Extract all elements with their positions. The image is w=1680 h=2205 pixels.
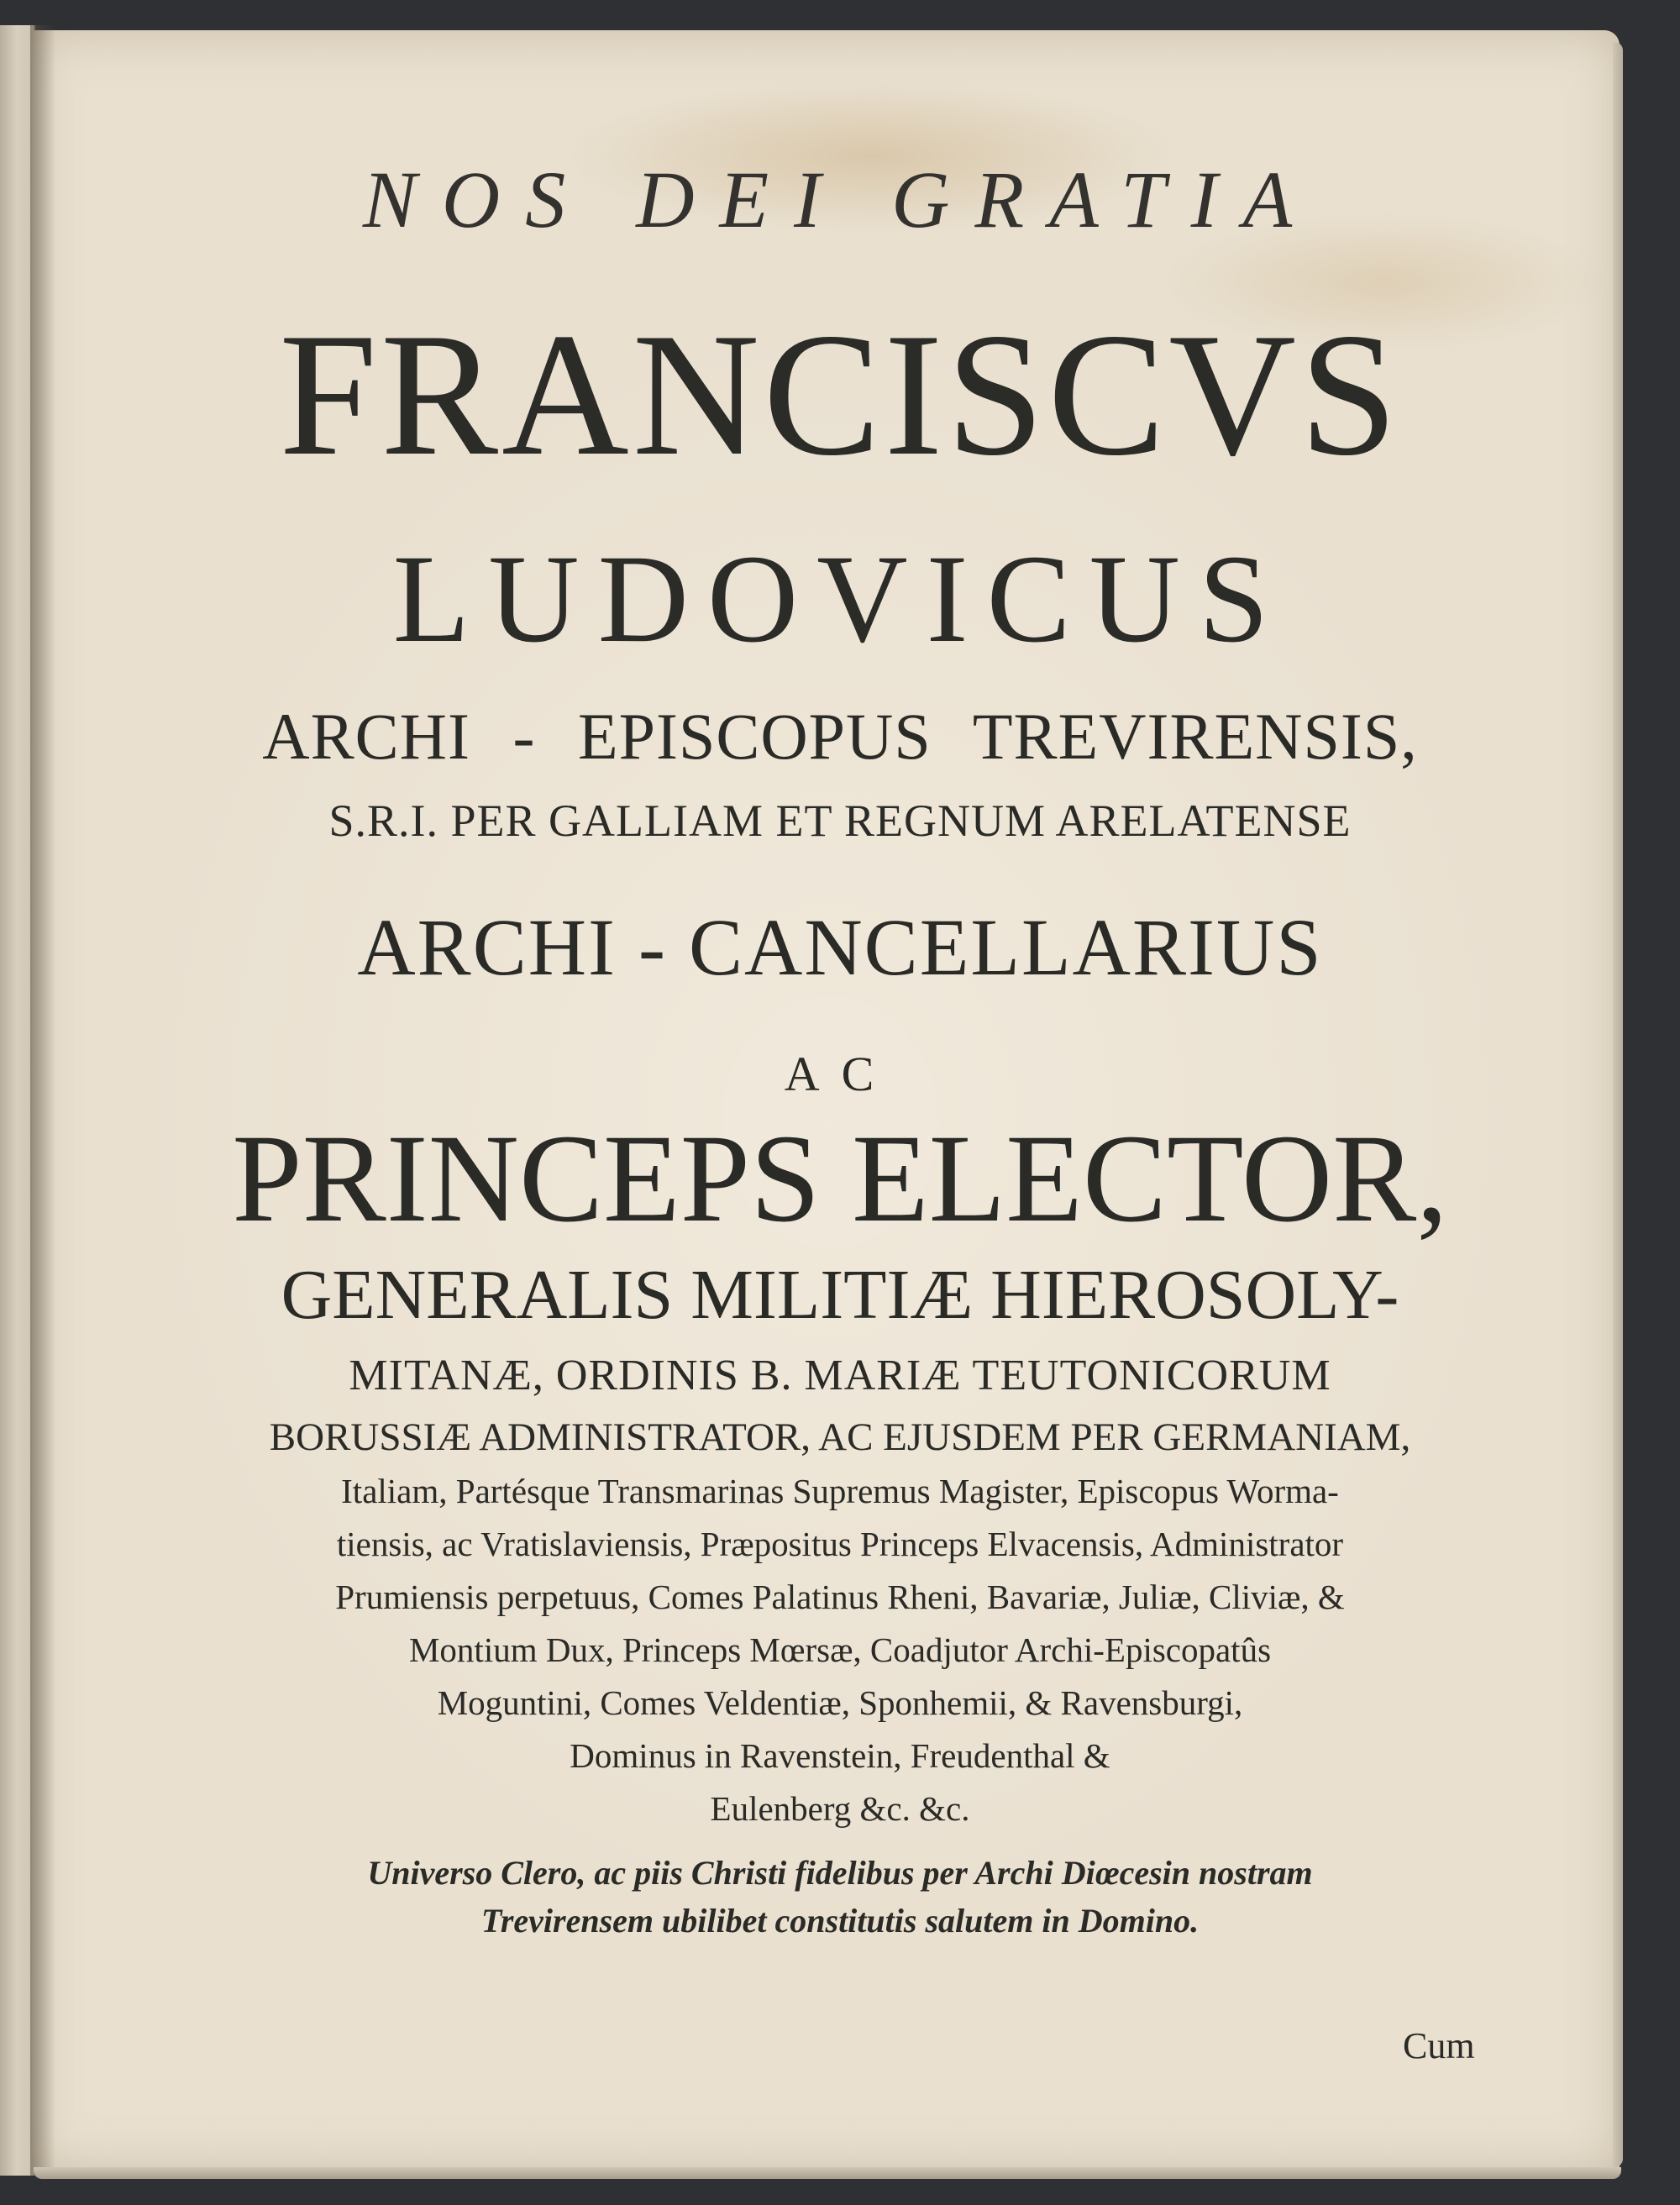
body-line: tiensis, ac Vratislaviensis, Præpositus Princeps Elvacensis, Administrator (336, 1525, 1344, 1563)
salutation-line-1: Universo Clero, ac piis Christi fidelibus per Archi Diœcesin nostram (367, 1854, 1313, 1892)
heading-nos-dei-gratia: NOS DEI GRATIA (362, 155, 1318, 244)
body-line: Dominus in Ravenstein, Freudenthal & (570, 1736, 1110, 1775)
body-line: Montium Dux, Princeps Mœrsæ, Coadjutor Archi-Episcopatûs (408, 1630, 1272, 1669)
body-line: Italiam, Partésque Transmarinas Supremus Magister, Episcopus Worma- (341, 1472, 1339, 1510)
title-generalis: GENERALIS MILITIÆ HIEROSOLY- (281, 1256, 1399, 1334)
title-archi-cancellarius: ARCHI - CANCELLARIUS (357, 902, 1323, 992)
page-bottom-edge (34, 2167, 1621, 2179)
heading-ludovicus: LUDOVICUS (392, 529, 1288, 669)
body-line: Eulenberg &c. &c. (710, 1789, 970, 1828)
title-mitanae: MITANÆ, ORDINIS B. MARIÆ TEUTONICORUM (349, 1352, 1331, 1399)
title-princeps-elector: PRINCEPS ELECTOR, (232, 1109, 1448, 1248)
title-sri: S.R.I. PER GALLIAM ET REGNUM ARELATENSE (328, 795, 1352, 846)
title-borussiae: BORUSSIÆ ADMINISTRATOR, AC EJUSDEM PER GERMANIAM, (269, 1415, 1411, 1459)
title-archi-episcopus: ARCHI - EPISCOPUS TREVIRENSIS, (262, 700, 1418, 773)
heading-franciscus: FRANCISCVS (279, 297, 1401, 492)
body-line: Prumiensis perpetuus, Comes Palatinus Rheni, Bavariæ, Juliæ, Cliviæ, & (335, 1578, 1345, 1616)
title-ac: AC (784, 1047, 896, 1101)
catchword: Cum (1403, 2025, 1475, 2066)
salutation-line-2: Trevirensem ubilibet constitutis salutem in Domino. (480, 1902, 1200, 1940)
body-line: Moguntini, Comes Veldentiæ, Sponhemii, & Ravensburgi, (437, 1683, 1243, 1722)
